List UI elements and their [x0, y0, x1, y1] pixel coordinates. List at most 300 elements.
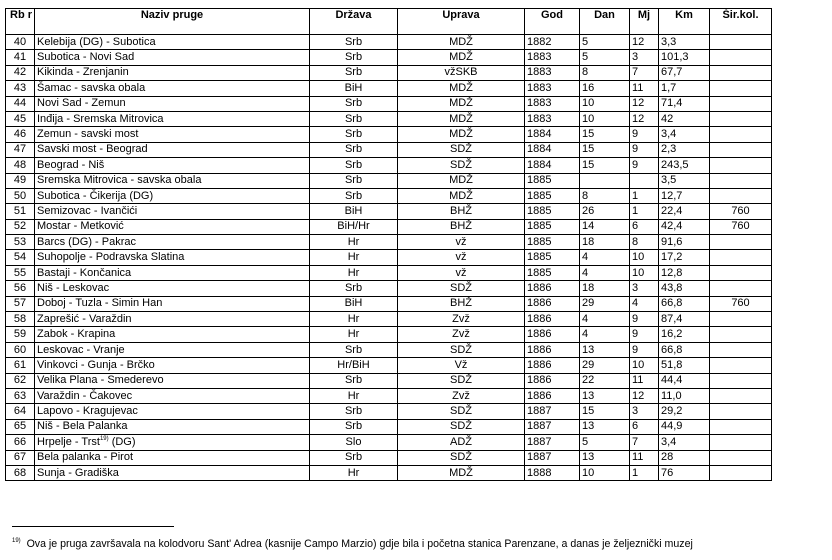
cell-name: Beograd - Niš — [35, 158, 310, 173]
cell-rbr: 68 — [6, 465, 35, 480]
cell-sir — [710, 327, 772, 342]
cell-km: 29,2 — [659, 404, 710, 419]
cell-rbr: 47 — [6, 142, 35, 157]
cell-rbr: 48 — [6, 158, 35, 173]
cell-uprava: SDŽ — [398, 142, 525, 157]
cell-dan: 8 — [580, 65, 630, 80]
table-row — [6, 188, 772, 203]
table-row — [6, 342, 772, 357]
cell-km: 1,7 — [659, 81, 710, 96]
cell-uprava: MDŽ — [398, 173, 525, 188]
cell-uprava: MDŽ — [398, 111, 525, 126]
header-drzava: Država — [310, 9, 398, 35]
table-row — [6, 111, 772, 126]
table-row — [6, 404, 772, 419]
cell-drzava: Srb — [310, 65, 398, 80]
cell-uprava: SDŽ — [398, 404, 525, 419]
cell-mj: 7 — [630, 435, 659, 450]
cell-drzava: Srb — [310, 35, 398, 50]
cell-uprava: SDŽ — [398, 450, 525, 465]
cell-uprava: vž — [398, 250, 525, 265]
cell-sir — [710, 81, 772, 96]
cell-god: 1883 — [525, 111, 580, 126]
cell-god: 1887 — [525, 404, 580, 419]
cell-name: Sremska Mitrovica - savska obala — [35, 173, 310, 188]
cell-drzava: Srb — [310, 127, 398, 142]
cell-rbr: 50 — [6, 188, 35, 203]
cell-rbr: 59 — [6, 327, 35, 342]
footnote-marker: 19) — [12, 538, 21, 544]
cell-name: Leskovac - Vranje — [35, 342, 310, 357]
cell-drzava: Srb — [310, 450, 398, 465]
footnote — [12, 538, 693, 550]
cell-sir — [710, 96, 772, 111]
cell-sir — [710, 142, 772, 157]
cell-rbr: 61 — [6, 358, 35, 373]
cell-sir — [710, 358, 772, 373]
cell-uprava: SDŽ — [398, 281, 525, 296]
cell-name: Lapovo - Kragujevac — [35, 404, 310, 419]
cell-mj: 10 — [630, 265, 659, 280]
cell-km: 43,8 — [659, 281, 710, 296]
cell-rbr: 52 — [6, 219, 35, 234]
cell-dan: 4 — [580, 265, 630, 280]
cell-sir — [710, 65, 772, 80]
cell-mj: 9 — [630, 127, 659, 142]
cell-dan: 4 — [580, 250, 630, 265]
cell-km: 16,2 — [659, 327, 710, 342]
cell-rbr: 53 — [6, 235, 35, 250]
cell-god: 1887 — [525, 435, 580, 450]
cell-km: 3,3 — [659, 35, 710, 50]
table-row — [6, 81, 772, 96]
cell-mj: 3 — [630, 50, 659, 65]
cell-km: 66,8 — [659, 296, 710, 311]
table-row — [6, 204, 772, 219]
cell-name: Subotica - Čikerija (DG) — [35, 188, 310, 203]
cell-rbr: 51 — [6, 204, 35, 219]
cell-km: 22,4 — [659, 204, 710, 219]
cell-uprava: vž — [398, 265, 525, 280]
cell-name: Savski most - Beograd — [35, 142, 310, 157]
cell-mj: 11 — [630, 450, 659, 465]
cell-mj: 9 — [630, 327, 659, 342]
table-row — [6, 296, 772, 311]
cell-god: 1884 — [525, 142, 580, 157]
table-row — [6, 281, 772, 296]
cell-name: Niš - Bela Palanka — [35, 419, 310, 434]
cell-god: 1887 — [525, 419, 580, 434]
cell-km: 11,0 — [659, 388, 710, 403]
table-row — [6, 465, 772, 480]
cell-dan: 16 — [580, 81, 630, 96]
cell-uprava: MDŽ — [398, 465, 525, 480]
cell-god: 1885 — [525, 265, 580, 280]
cell-uprava: BHŽ — [398, 204, 525, 219]
cell-sir — [710, 35, 772, 50]
cell-km: 42,4 — [659, 219, 710, 234]
cell-km: 3,5 — [659, 173, 710, 188]
cell-mj: 3 — [630, 281, 659, 296]
cell-km: 44,9 — [659, 419, 710, 434]
cell-rbr: 64 — [6, 404, 35, 419]
table-row — [6, 127, 772, 142]
cell-rbr: 49 — [6, 173, 35, 188]
table-row — [6, 50, 772, 65]
cell-mj: 10 — [630, 250, 659, 265]
cell-god: 1885 — [525, 219, 580, 234]
cell-sir: 760 — [710, 219, 772, 234]
cell-uprava: MDŽ — [398, 35, 525, 50]
cell-dan: 18 — [580, 235, 630, 250]
cell-drzava: Srb — [310, 281, 398, 296]
cell-name: Inđija - Sremska Mitrovica — [35, 111, 310, 126]
cell-name: Varaždin - Čakovec — [35, 388, 310, 403]
table-row — [6, 358, 772, 373]
cell-name: Zaprešić - Varaždin — [35, 312, 310, 327]
table-row — [6, 65, 772, 80]
table-row — [6, 219, 772, 234]
cell-sir — [710, 188, 772, 203]
header-rbr: Rb r — [6, 9, 35, 35]
table-row — [6, 173, 772, 188]
cell-drzava: Srb — [310, 404, 398, 419]
cell-rbr: 56 — [6, 281, 35, 296]
cell-mj: 9 — [630, 312, 659, 327]
cell-drzava: Srb — [310, 142, 398, 157]
cell-sir — [710, 404, 772, 419]
cell-dan — [580, 173, 630, 188]
cell-km: 67,7 — [659, 65, 710, 80]
cell-drzava: Slo — [310, 435, 398, 450]
railway-table — [5, 8, 772, 481]
cell-dan: 14 — [580, 219, 630, 234]
cell-sir — [710, 388, 772, 403]
cell-mj: 12 — [630, 388, 659, 403]
cell-god: 1883 — [525, 81, 580, 96]
cell-mj: 11 — [630, 373, 659, 388]
cell-uprava: SDŽ — [398, 158, 525, 173]
header-uprava: Uprava — [398, 9, 525, 35]
cell-name: Semizovac - Ivančići — [35, 204, 310, 219]
cell-km: 243,5 — [659, 158, 710, 173]
cell-sir — [710, 250, 772, 265]
cell-drzava: Srb — [310, 96, 398, 111]
cell-name: Velika Plana - Smederevo — [35, 373, 310, 388]
cell-mj: 12 — [630, 35, 659, 50]
cell-dan: 15 — [580, 404, 630, 419]
cell-rbr: 63 — [6, 388, 35, 403]
cell-uprava: SDŽ — [398, 342, 525, 357]
cell-mj: 9 — [630, 158, 659, 173]
table-row — [6, 142, 772, 157]
cell-drzava: BiH — [310, 81, 398, 96]
cell-sir — [710, 281, 772, 296]
cell-sir — [710, 435, 772, 450]
cell-dan: 13 — [580, 342, 630, 357]
cell-km: 101,3 — [659, 50, 710, 65]
cell-mj: 12 — [630, 96, 659, 111]
cell-uprava: BHŽ — [398, 219, 525, 234]
table-row — [6, 435, 772, 450]
table-row — [6, 450, 772, 465]
cell-dan: 29 — [580, 296, 630, 311]
cell-mj: 8 — [630, 235, 659, 250]
cell-sir — [710, 127, 772, 142]
cell-god: 1886 — [525, 296, 580, 311]
cell-sir — [710, 50, 772, 65]
cell-drzava: Hr — [310, 235, 398, 250]
cell-sir — [710, 419, 772, 434]
cell-name: Mostar - Metković — [35, 219, 310, 234]
table-row — [6, 388, 772, 403]
table-row — [6, 250, 772, 265]
cell-rbr: 60 — [6, 342, 35, 357]
cell-name: Doboj - Tuzla - Simin Han — [35, 296, 310, 311]
cell-dan: 5 — [580, 435, 630, 450]
cell-rbr: 41 — [6, 50, 35, 65]
cell-rbr: 62 — [6, 373, 35, 388]
cell-uprava: BHŽ — [398, 296, 525, 311]
cell-sir — [710, 111, 772, 126]
cell-km: 17,2 — [659, 250, 710, 265]
cell-mj: 6 — [630, 419, 659, 434]
cell-sir — [710, 235, 772, 250]
cell-rbr: 45 — [6, 111, 35, 126]
cell-dan: 5 — [580, 50, 630, 65]
cell-dan: 13 — [580, 419, 630, 434]
cell-name: Niš - Leskovac — [35, 281, 310, 296]
table-row — [6, 35, 772, 50]
cell-dan: 5 — [580, 35, 630, 50]
cell-uprava: Vž — [398, 358, 525, 373]
cell-km: 12,8 — [659, 265, 710, 280]
cell-km: 87,4 — [659, 312, 710, 327]
cell-sir — [710, 312, 772, 327]
cell-god: 1887 — [525, 450, 580, 465]
header-name: Naziv pruge — [35, 9, 310, 35]
cell-km: 51,8 — [659, 358, 710, 373]
cell-uprava: SDŽ — [398, 419, 525, 434]
cell-km: 71,4 — [659, 96, 710, 111]
cell-km: 42 — [659, 111, 710, 126]
cell-drzava: Srb — [310, 50, 398, 65]
table-row — [6, 158, 772, 173]
cell-name: Kikinda - Zrenjanin — [35, 65, 310, 80]
cell-god: 1883 — [525, 65, 580, 80]
header-dan: Dan — [580, 9, 630, 35]
cell-rbr: 67 — [6, 450, 35, 465]
cell-rbr: 54 — [6, 250, 35, 265]
cell-god: 1882 — [525, 35, 580, 50]
cell-name: Bastaji - Končanica — [35, 265, 310, 280]
cell-name: Novi Sad - Zemun — [35, 96, 310, 111]
cell-drzava: Hr — [310, 327, 398, 342]
table-row — [6, 96, 772, 111]
cell-dan: 10 — [580, 111, 630, 126]
cell-km: 3,4 — [659, 127, 710, 142]
cell-km: 66,8 — [659, 342, 710, 357]
cell-rbr: 44 — [6, 96, 35, 111]
cell-uprava: Zvž — [398, 327, 525, 342]
cell-god: 1886 — [525, 388, 580, 403]
cell-god: 1885 — [525, 250, 580, 265]
cell-rbr: 66 — [6, 435, 35, 450]
table-body — [6, 35, 772, 481]
cell-dan: 4 — [580, 312, 630, 327]
cell-rbr: 43 — [6, 81, 35, 96]
cell-god: 1886 — [525, 358, 580, 373]
cell-sir — [710, 173, 772, 188]
table-row — [6, 373, 772, 388]
cell-god: 1886 — [525, 342, 580, 357]
cell-god: 1886 — [525, 281, 580, 296]
cell-drzava: Hr — [310, 465, 398, 480]
footnote-text: Ova je pruga završavala na kolodvoru Sant' Adrea (kasnije Campo Marzio) gdje bila i početna stanica Parenzane, a danas je željeznički muzej — [26, 538, 693, 550]
cell-mj: 12 — [630, 111, 659, 126]
cell-km: 3,4 — [659, 435, 710, 450]
cell-name: Zemun - savski most — [35, 127, 310, 142]
cell-dan: 13 — [580, 450, 630, 465]
cell-name-suffix: (DG) — [108, 435, 136, 448]
cell-god: 1883 — [525, 96, 580, 111]
cell-sir — [710, 450, 772, 465]
cell-name: Zabok - Krapina — [35, 327, 310, 342]
header-km: Km — [659, 9, 710, 35]
cell-drzava: Srb — [310, 173, 398, 188]
cell-km: 12,7 — [659, 188, 710, 203]
cell-km: 91,6 — [659, 235, 710, 250]
cell-uprava: ADŽ — [398, 435, 525, 450]
cell-dan: 15 — [580, 127, 630, 142]
cell-drzava: Srb — [310, 342, 398, 357]
cell-sir — [710, 465, 772, 480]
cell-rbr: 46 — [6, 127, 35, 142]
cell-mj: 9 — [630, 142, 659, 157]
cell-mj: 1 — [630, 465, 659, 480]
cell-mj: 10 — [630, 358, 659, 373]
cell-drzava: Srb — [310, 373, 398, 388]
cell-uprava: MDŽ — [398, 127, 525, 142]
cell-sir — [710, 373, 772, 388]
cell-drzava: Srb — [310, 419, 398, 434]
cell-mj: 7 — [630, 65, 659, 80]
cell-rbr: 65 — [6, 419, 35, 434]
cell-sir — [710, 342, 772, 357]
cell-drzava: Hr — [310, 388, 398, 403]
cell-drzava: Srb — [310, 188, 398, 203]
header-mj: Mj — [630, 9, 659, 35]
header-god: God — [525, 9, 580, 35]
cell-uprava: MDŽ — [398, 96, 525, 111]
cell-rbr: 57 — [6, 296, 35, 311]
cell-drzava: BiH/Hr — [310, 219, 398, 234]
cell-name — [35, 435, 310, 450]
footnote-divider — [12, 526, 174, 527]
cell-dan: 29 — [580, 358, 630, 373]
cell-dan: 15 — [580, 158, 630, 173]
cell-sir — [710, 265, 772, 280]
cell-uprava: MDŽ — [398, 81, 525, 96]
cell-dan: 22 — [580, 373, 630, 388]
cell-god: 1885 — [525, 204, 580, 219]
table-row — [6, 327, 772, 342]
cell-name: Šamac - savska obala — [35, 81, 310, 96]
table-row — [6, 235, 772, 250]
cell-dan: 18 — [580, 281, 630, 296]
cell-uprava: Zvž — [398, 388, 525, 403]
cell-km: 76 — [659, 465, 710, 480]
cell-uprava: SDŽ — [398, 373, 525, 388]
cell-drzava: BiH — [310, 296, 398, 311]
cell-dan: 10 — [580, 465, 630, 480]
cell-name: Suhopolje - Podravska Slatina — [35, 250, 310, 265]
cell-rbr: 58 — [6, 312, 35, 327]
cell-god: 1884 — [525, 158, 580, 173]
cell-mj: 9 — [630, 342, 659, 357]
cell-mj: 3 — [630, 404, 659, 419]
cell-name: Bela palanka - Pirot — [35, 450, 310, 465]
footnote-ref: 19) — [99, 435, 109, 442]
cell-god: 1884 — [525, 127, 580, 142]
cell-uprava: vž — [398, 235, 525, 250]
cell-dan: 15 — [580, 142, 630, 157]
cell-drzava: Srb — [310, 158, 398, 173]
cell-name: Sunja - Gradiška — [35, 465, 310, 480]
cell-god: 1886 — [525, 373, 580, 388]
cell-god: 1886 — [525, 312, 580, 327]
cell-dan: 13 — [580, 388, 630, 403]
cell-dan: 26 — [580, 204, 630, 219]
cell-uprava: Zvž — [398, 312, 525, 327]
cell-name: Subotica - Novi Sad — [35, 50, 310, 65]
cell-drzava: Hr — [310, 312, 398, 327]
cell-mj: 1 — [630, 188, 659, 203]
cell-rbr: 40 — [6, 35, 35, 50]
cell-uprava: MDŽ — [398, 188, 525, 203]
cell-rbr: 55 — [6, 265, 35, 280]
cell-dan: 4 — [580, 327, 630, 342]
cell-name: Kelebija (DG) - Subotica — [35, 35, 310, 50]
cell-drzava: Hr — [310, 250, 398, 265]
cell-km: 2,3 — [659, 142, 710, 157]
cell-god: 1885 — [525, 235, 580, 250]
cell-uprava: vžSKB — [398, 65, 525, 80]
cell-mj: 1 — [630, 204, 659, 219]
cell-mj — [630, 173, 659, 188]
cell-name: Vinkovci - Gunja - Brčko — [35, 358, 310, 373]
cell-name-text: Hrpelje - Trst — [37, 435, 100, 448]
cell-km: 44,4 — [659, 373, 710, 388]
cell-uprava: MDŽ — [398, 50, 525, 65]
cell-mj: 6 — [630, 219, 659, 234]
cell-dan: 8 — [580, 188, 630, 203]
cell-drzava: Srb — [310, 111, 398, 126]
cell-drzava: Hr — [310, 265, 398, 280]
table-row — [6, 419, 772, 434]
cell-drzava: BiH — [310, 204, 398, 219]
cell-name: Barcs (DG) - Pakrac — [35, 235, 310, 250]
cell-km: 28 — [659, 450, 710, 465]
cell-mj: 4 — [630, 296, 659, 311]
cell-rbr: 42 — [6, 65, 35, 80]
table-row — [6, 265, 772, 280]
cell-dan: 10 — [580, 96, 630, 111]
cell-mj: 11 — [630, 81, 659, 96]
header-sir: Šir.kol. — [710, 9, 772, 35]
table-header-row — [6, 9, 772, 35]
cell-god: 1885 — [525, 173, 580, 188]
